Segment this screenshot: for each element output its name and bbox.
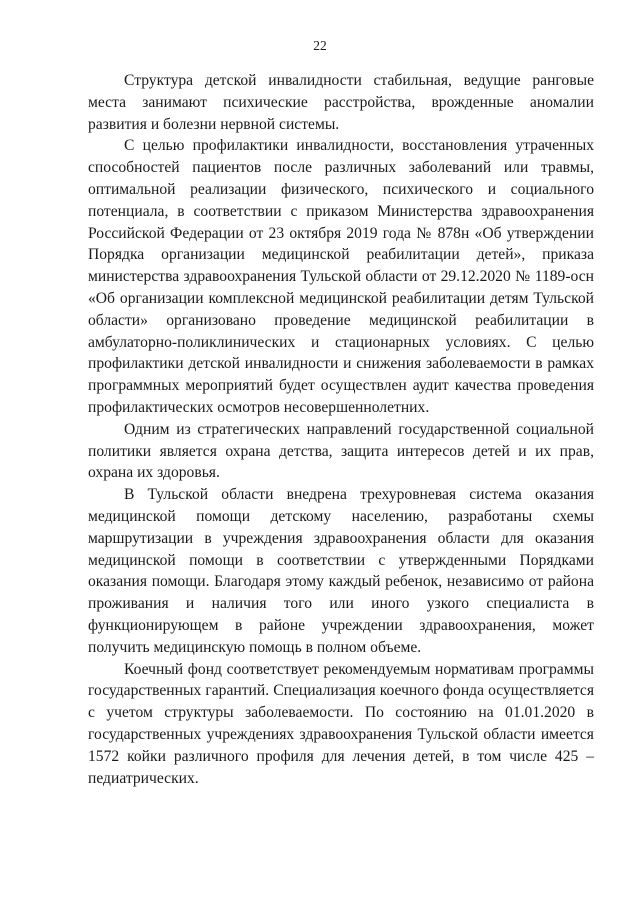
paragraph-state-policy: Одним из стратегических направлений государственной социальной политики является охрана детства, защита интересов детей и их прав, охрана их здоровья. <box>88 420 594 482</box>
paragraph-three-level-system: В Тульской области внедрена трехуровневая система оказания медицинской помощи детскому населению, разработаны схемы маршрутизации в учреждения здравоохранения области для оказания медицинской помощи в соответствии с утвержденными Порядками оказания помощи. Благодаря этому каждый ребенок, независимо от района проживания и наличия того или иного узкого специалиста в функционирующем в районе учреждении здравоохранения, может получить медицинскую помощь в полном объеме. <box>88 486 594 656</box>
document-body <box>88 70 594 789</box>
paragraph-disability-prevention: С целью профилактики инвалидности, восстановления утраченных способностей пациентов после различных заболеваний или травмы, оптимальной реализации физического, психического и социального потенциала, в соответствии с приказом Министерства здравоохранения Российской Федерации от 23 октября 2019 года № 878н «Об утверждении Порядка организации медицинской реабилитации детей», приказа министерства здравоохранения Тульской области от 29.12.2020 № 1189-осн «Об организации комплексной медицинской реабилитации детям Тульской области» организовано проведение медицинской реабилитации в амбулаторно-поликлинических и стационарных условиях. С целью профилактики детской инвалидности и снижения заболеваемости в рамках программных мероприятий будет осуществлен аудит качества проведения профилактических осмотров несовершеннолетних. <box>88 137 594 416</box>
paragraph-disability-structure: Структура детской инвалидности стабильная, ведущие ранговые места занимают психические расстройства, врожденные аномалии развития и болезни нервной системы. <box>88 72 594 133</box>
page-number: 22 <box>313 38 327 53</box>
paragraph-bed-fund: Коечный фонд соответствует рекомендуемым нормативам программы государственных гарантий. Специализация коечного фонда осуществляется с учетом структуры заболеваемости. По состоянию на 01.01.2020 в государственных учреждениях здравоохранения Тульской области имеется 1572 койки различного профиля для лечения детей, в том числе 425 – педиатрических. <box>88 660 594 787</box>
